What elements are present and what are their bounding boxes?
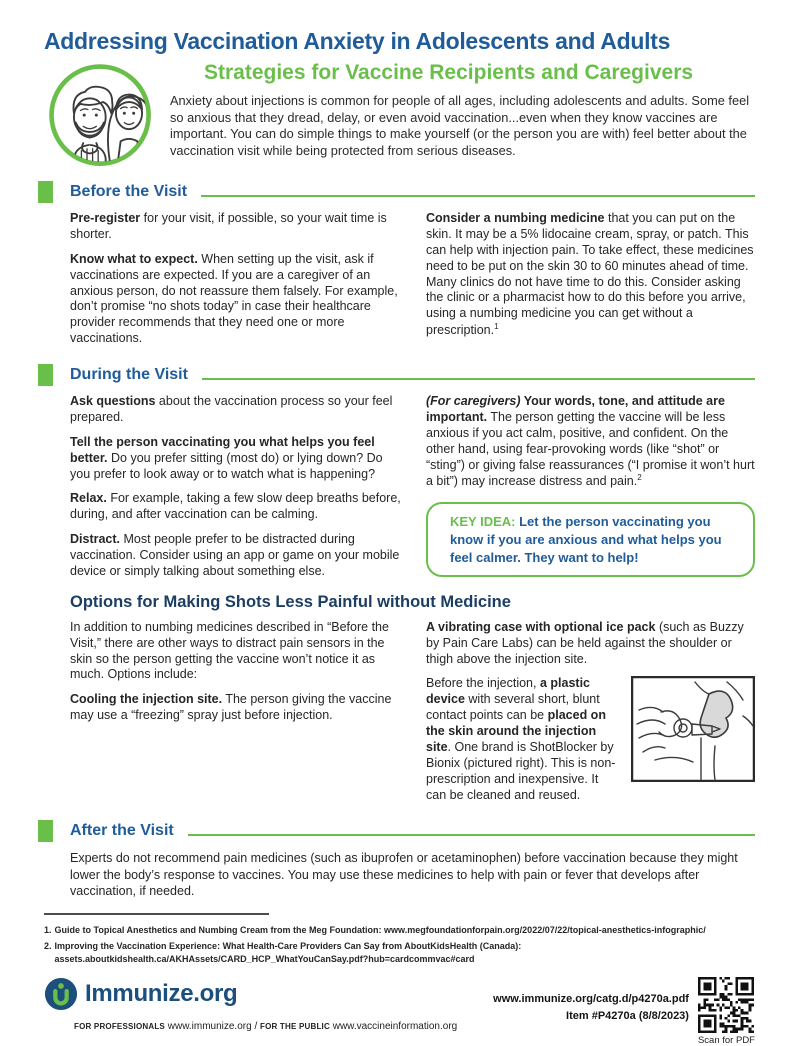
- options-heading: Options for Making Shots Less Painful without Medicine: [70, 592, 511, 611]
- public-url: www.vaccineinformation.org: [332, 1020, 458, 1032]
- green-square-bullet: [38, 364, 53, 386]
- options-right-column: [426, 620, 755, 813]
- logo-text: Immunize.org: [85, 979, 238, 1007]
- footer-right: [493, 977, 755, 1046]
- paragraph: Pre-register for your visit, if possible, so your wait time is shorter.: [70, 211, 387, 241]
- key-idea-box: [426, 502, 755, 577]
- paragraph: Consider a numbing medicine that you can put on the skin. It may be a 5% lidocaine cream, spray, or patch. This can help with injection pain. To take effect, these medicines need to be put on the skin 30 to 60 minutes ahead of time. Many clinics do not have time to do this. Consider asking the clinic or a pharmacist how to do this before you arrive, using a numbing medicine you can get without a prescription.$^1$: [426, 211, 754, 338]
- people-illustration-icon: [38, 61, 164, 173]
- footnote-number: 1.: [44, 925, 52, 936]
- section-heading: After the Visit: [70, 822, 174, 840]
- section-rule: [188, 834, 755, 836]
- section-header: [38, 181, 755, 203]
- section-rule: [202, 378, 755, 380]
- qr-block: [698, 977, 755, 1046]
- intro-paragraph: Anxiety about injections is common for people of all ages, including adolescents and adults. Some feel so anxious that they dread, delay, or even avoid vaccination...even when they know vaccines are important. You can do simple things to make yourself (or the person you are with) feel better about the vaccination visit while being protected from serious diseases.: [170, 93, 750, 158]
- footnote-text: Improving the Vaccination Experience: What Health-Care Providers Can Say from AboutKidsHealth (Canada): assets.aboutkidshealth.ca/AKHAssets/CARD_HCP_WhatYouCanSay.pdf?hub=cardcommvac#card: [54, 940, 522, 965]
- after-paragraph: Experts do not recommend pain medicines (such as ibuprofen or acetaminophen) before vaccination because they might lower the body’s response to vaccines. You may use these medicines to help with pain or fever that develops after vaccination, if needed.: [70, 851, 738, 898]
- section-header: [38, 820, 755, 842]
- tagline-separator: /: [254, 1020, 258, 1032]
- options-left-column: [70, 620, 406, 813]
- paragraph: Know what to expect. When setting up the visit, ask if vaccinations are expected. If you are a caregiver of an anxious person, do not reassure them falsely. For example, don’t promise “no shots today” in case their healthcare provider recommends that they need one or more vaccinations.: [70, 251, 398, 346]
- paragraph: Ask questions about the vaccination process so your feel prepared.: [70, 394, 393, 424]
- footer-tagline: [74, 1021, 457, 1032]
- header-text: [170, 61, 755, 173]
- paragraph: (For caregivers) Your words, tone, and attitude are important. The person getting the vaccine will be less anxious if you act calm, positive, and confident. On the other hand, using fear-provoking words (like “shot” or “sting”) or giving false reassurances (“I promise it won’t hurt a bit”) may increase distress and pain.$^2$: [426, 394, 755, 489]
- section-before-the-visit: [38, 181, 755, 356]
- shotblocker-illustration-icon: [631, 676, 755, 782]
- paragraph: Distract. Most people prefer to be distracted during vaccination. Consider using an app or game on your mobile device or simply talking about something else.: [70, 532, 400, 578]
- section-header: [38, 364, 755, 386]
- paragraph-with-image: [426, 676, 755, 803]
- document-reference: [493, 991, 689, 1025]
- for-the-public-label: FOR THE PUBLIC: [260, 1021, 330, 1031]
- for-professionals-label: FOR PROFESSIONALS: [74, 1021, 165, 1031]
- key-idea-text: Let the person vaccinating you know if you are anxious and what helps you feel calmer. They want to help!: [450, 514, 722, 565]
- paragraph: Cooling the injection site. The person giving the vaccine may use a “freezing” spray just before injection.: [70, 692, 392, 723]
- professionals-url: www.immunize.org: [167, 1020, 252, 1032]
- during-right-column: [426, 394, 755, 589]
- paragraph: Tell the person vaccinating you what helps you feel better. Do you prefer sitting (most do) or lying down? Do you prefer to look away or to watch what is happening?: [70, 434, 383, 481]
- page-title: Addressing Vaccination Anxiety in Adolescents and Adults: [44, 28, 671, 54]
- during-left-column: [70, 394, 406, 589]
- section-during-the-visit: [38, 364, 755, 589]
- pdf-url: www.immunize.org/catg.d/p4270a.pdf: [493, 992, 689, 1005]
- section-after-the-visit: [38, 820, 755, 899]
- before-right-column: [426, 211, 755, 356]
- section-rule: [201, 195, 755, 197]
- paragraph: Relax. For example, taking a few slow deep breaths before, during, and after vaccination can be calming.: [70, 491, 401, 522]
- section-options: [38, 593, 755, 813]
- footnote-1: [44, 924, 755, 938]
- page-subtitle: Strategies for Vaccine Recipients and Caregivers: [204, 61, 694, 84]
- item-number: Item #P4270a (8/8/2023): [566, 1009, 689, 1022]
- paragraph: A vibrating case with optional ice pack (such as Buzzy by Pain Care Labs) can be held against the shoulder or thigh above the injection site.: [426, 619, 744, 666]
- before-left-column: [70, 211, 406, 356]
- footer: [38, 977, 755, 1046]
- footnote-divider: [44, 913, 269, 915]
- logo-block: [44, 977, 457, 1032]
- key-idea-label: KEY IDEA:: [450, 514, 516, 530]
- footnote-number: 2.: [44, 940, 52, 951]
- header: [38, 61, 755, 173]
- qr-label: Scan for PDF: [697, 1034, 755, 1046]
- section-heading: Before the Visit: [70, 183, 188, 200]
- green-square-bullet: [38, 820, 53, 842]
- immunize-logo-icon: [44, 977, 78, 1011]
- footnote-text: Guide to Topical Anesthetics and Numbing Cream from the Meg Foundation: www.megfoundationforpain.org/2022/07/22/topical-anesthetics-infographic/: [54, 925, 706, 936]
- paragraph-text: Before the injection, a plastic device with several short, blunt contact points can be placed on the skin around the injection site. One brand is ShotBlocker by Bionix (pictured right). This is non-prescription and inexpensive. It can be cleaned and reused.: [426, 676, 616, 802]
- section-heading: During the Visit: [70, 366, 188, 383]
- green-square-bullet: [38, 181, 53, 203]
- qr-code-icon: [698, 977, 754, 1033]
- paragraph: In addition to numbing medicines described in “Before the Visit,” there are other ways to distract pain sensors in the skin so the person getting the vaccine won’t notice it as much. Options include:: [70, 619, 389, 682]
- footnote-2: [44, 940, 755, 967]
